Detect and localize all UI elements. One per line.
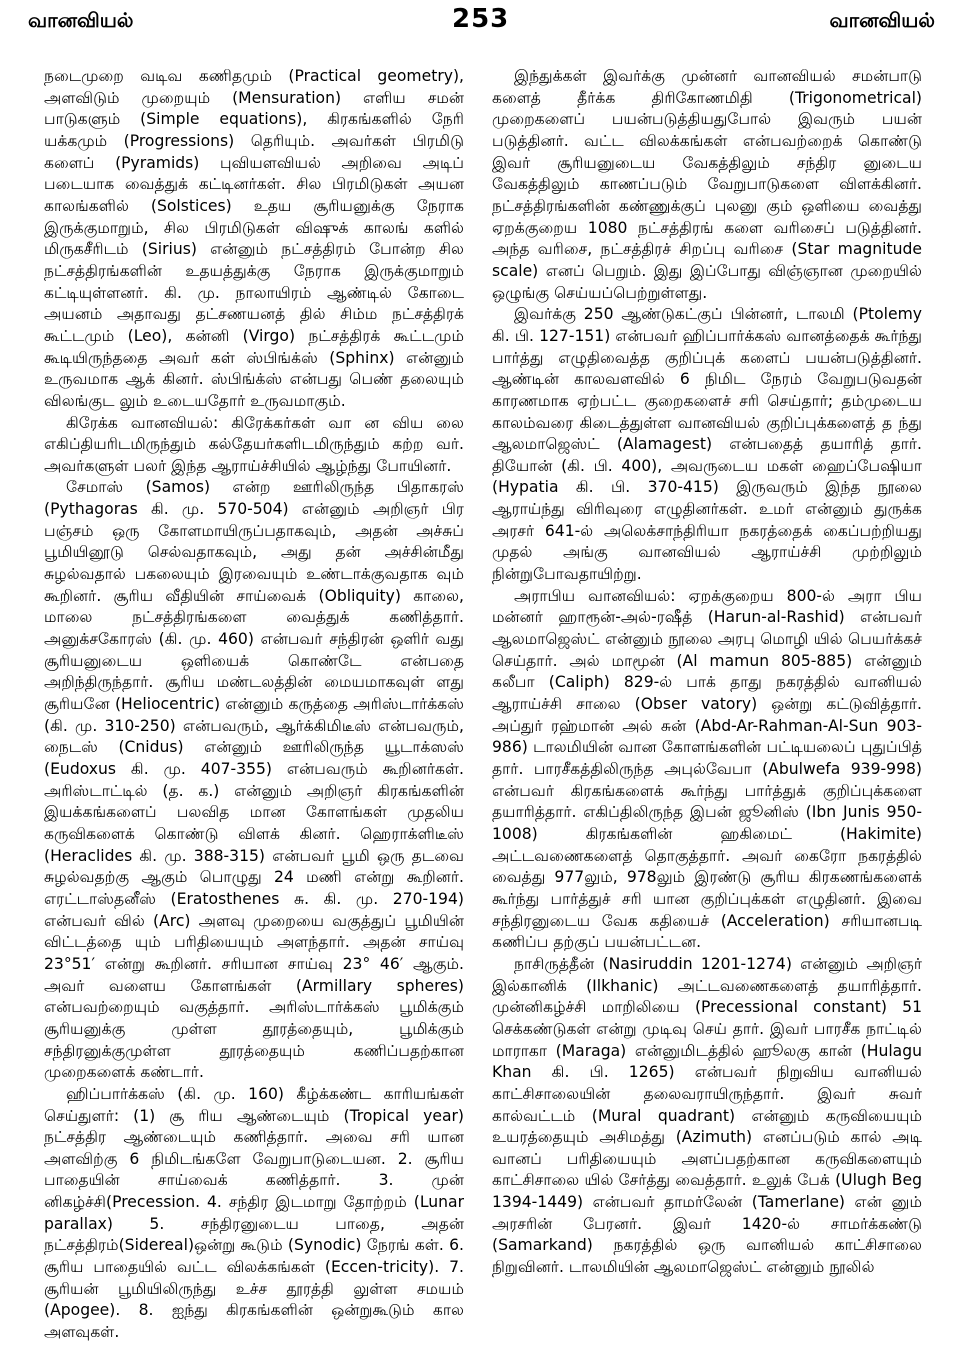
running-header-right: வானவியல் <box>829 8 935 32</box>
paragraph: சேமாஸ் (Samos) என்ற ஊரிலிருந்த பிதாகரஸ் (Pythagoras கி. மு. 570-504) என்னும் அறிஞர் பிர பஞ்சம் ஒரு கோளமாயிருப்பதாகவும், அதன் அச்சுப் பூமியினூடு செல்வதாகவும், அது தன் அச்சின்மீது சுழல்வதால் பகலையும் இரவையும் உண்டாக்குவதாக வும் கூறினர். சூரிய வீதியின் சாய்வைக் (Obliquity) காலை, மாலை நட்சத்திரங்களை வைத்துக் கணித்தார். அனுக்சகோரஸ் (கி. மு. 460) என்பவர் சந்திரன் ஒளிர் வது சூரியனுடைய ஒளியைக் கொண்டே என்பதை அறிந்திருந்தார். சூரிய மண்டலத்தின் மையமாகவுள் ளது சூரியனே (Heliocentric) என்னும் கருத்தை அரிஸ்டார்க்கஸ் (கி. மு. 310-250) என்பவரும், ஆர்க்கிமிடீஸ் என்பவரும், நைடஸ் (Cnidus) என்னும் ஊரிலிருந்த யூடாக்ஸஸ் (Eudoxus கி. மு. 407-355) என்பவரும் கூறினர்கள். அரிஸ்டாட்டில் (த. க.) என்னும் அறிஞர் கிரகங்களின் இயக்கங்களைப் பலவித மான கோளங்கள் முதலிய கருவிகளைக் கொண்டு விளக் கினர். ஹெராக்ளிடீஸ் (Heraclides கி. மு. 388-315) என்பவர் பூமி ஒரு தடவை சுழல்வதற்கு ஆகும் பொழுது 24 மணி என்று கூறினர். எரட்டாஸ்தனீஸ் (Eratosthenes சு. கி. மு. 270-194) என்பவர் வில் (Arc) அளவு முறையை வகுத்துப் பூமியின் விட்டத்தை யும் பரிதியையும் அளந்தார். அதன் சாய்வு 23°51′ என்று கூறினர். சரியான சாய்வு 23° 46′ ஆகும். அவர் வளைய கோளங்கள் (Armillary spheres) என்பவற்றையும் வகுத்தார். அரிஸ்டார்க்கஸ் பூமிக்கும் சூரியனுக்கு முள்ள தூரத்தையும், பூமிக்கும் சந்திரனுக்குமுள்ள தூரத்தையும் கணிப்பதற்கான முறைகளைக் கண்டார். <box>44 478 464 1082</box>
left-column <box>44 66 464 1354</box>
paragraph: இந்துக்கள் இவர்க்கு முன்னர் வானவியல் சமன்பாடு களைத் தீர்க்க திரிகோணமிதி (Trigonometrical) முறைகளைப் பயன்படுத்தியதுபோல் இவரும் பயன் படுத்தினர். வட்ட விலக்கங்கள் என்பவற்றைக் கொண்டு இவர் சூரியனுடைய வேகத்திலும் சந்திர னுடைய வேகத்திலும் காணப்படும் வேறுபாடுகளை விளக்கினர். நட்சத்திரங்களின் கண்ணுக்குப் புலனு கும் ஒளியை வைத்து ஏறக்குறைய 1080 நட்சத்திரங் களை வரிசைப் படுத்தினர். அந்த வரிசை, நட்சத்திரச் சிறப்பு வரிசை (Star magnitude scale) எனப் பெறும். இது இப்போது விஞ்ஞான முறையில் ஒழுங்கு செய்யப்பெற்றுள்ளது. <box>492 67 922 302</box>
paragraph: நாசிருத்தீன் (Nasiruddin 1201-1274) என்னும் அறிஞர் இல்கானிக் (Ilkhanic) அட்டவணைகளைத் தயாரித்தார். முன்னிகழ்ச்சி மாறிலியை (Precessional constant) 51 செக்கண்டுகள் என்று முடிவு செய் தார். இவர் பாரசீக நாட்டில் மாராகா (Maraga) என்னுமிடத்தில் ஹூலகு கான் (Hulagu Khan கி. பி. 1265) என்பவர் நிறுவிய வானியல் காட்சிசாலையின் தலைவராயிருந்தார். இவர் சுவர் கால்வட்டம் (Mural quadrant) என்னும் கருவியையும் உயரத்தையும் அசிமத்து (Azimuth) எனப்படும் கால் அடி வானப் பரிதியையும் அளப்பதற்கான கருவிகளையும் காட்சிசாலை யில் சேர்த்து வைத்தார். உலுக் பேக் (Ulugh Beg 1394-1449) என்பவர் தாமர்லேன் (Tamerlane) என் னும் அரசரின் பேரனர். இவர் 1420-ல் சாமர்க்கண்டு (Samarkand) நகரத்தில் ஒரு வானியல் காட்சிசாலை நிறுவினர். டாலமியின் ஆலமாஜெஸ்ட் என்னும் நூலில் <box>492 954 922 1277</box>
page-number: 253 <box>452 4 510 34</box>
running-header-left: வானவியல் <box>28 8 134 32</box>
paragraph: ஹிப்பார்க்கஸ் (கி. மு. 160) கீழ்க்கண்ட காரியங்கள் செய்துளர்: (1) சூ ரிய ஆண்டையும் (Tropical year) நட்சத்திர ஆண்டையும் கணித்தார். அவை சரி யான அளவிற்கு 6 நிமிடங்களே வேறுபாடுடையன. 2. சூரிய பாதையின் சாய்வைக் கணித்தார். 3. முன் னிகழ்ச்சி(Precession. 4. சந்திர இடமாறு தோற்றம் (Lunar parallax) 5. சந்திரனுடைய பாதை, அதன் நட்சத்திரம்(Sidereal)ஒன்று கூடும் (Synodic) நேரங் கள். 6. சூரிய பாதையில் வட்ட விலக்கங்கள் (Eccen-tricity). 7. சூரியன் பூமியிலிருந்து உச்ச தூரத்தி லுள்ள சமயம் (Apogee). 8. ஐந்து கிரகங்களின் ஒன்றுகூடும் கால அளவுகள். <box>44 1084 464 1342</box>
paragraph: நடைமுறை வடிவ கணிதமும் (Practical geometry), அளவிடும் முறையும் (Mensuration) எளிய சமன் பாடுகளும் (Simple equations), கிரகங்களில் நேரி யக்கமும் (Progressions) தெரியும். அவர்கள் பிரமிடு களைப் (Pyramids) புவியளவியல் அறிவை அடிப் படையாக வைத்துக் கட்டினர்கள். சில பிரமிடுகள் அயன காலங்களில் (Solstices) உதய சூரியனுக்கு நேராக இருக்குமாறும், சில பிரமிடுகள் விஷுக் காலங் களில் மிருகசீரிடம் (Sirius) என்னும் நட்சத்திரம் போன்ற சில நட்சத்திரங்களின் உதயத்துக்கு நேராக இருக்குமாறும் கட்டியுள்ளனர். கி. மு. நாலாயிரம் ஆண்டில் கோடை அயனம் அதாவது தட்சணயனத் தில் சிம்ம நட்சத்திரக் கூட்டமும் (Leo), கன்னி (Virgo) நட்சத்திரக் கூட்டமும் கூடியிருந்ததை அவர் கள் ஸ்பிங்க்ஸ் (Sphinx) என்னும் உருவமாக ஆக் கினர். ஸ்பிங்க்ஸ் என்பது பெண் தலையும் விலங்குட லும் உடையதோர் உருவமாகும். <box>44 67 464 410</box>
paragraph: இவர்க்கு 250 ஆண்டுகட்குப் பின்னர், டாலமி (Ptolemy கி. பி. 127-151) என்பவர் ஹிப்பார்க்கஸ் வானத்தைக் கூர்ந்து பார்த்து எழுதிவைத்த குறிப்புக் களைப் பயன்படுத்தினர். ஆண்டின் காலவளவில் 6 நிமிட நேரம் வேறுபடுவதன் காரணமாக ஏற்பட்ட குறைகளைச் சரி செய்தார்; தம்முடைய காலம்வரை கிடைத்துள்ள வானவியல் குறிப்புக்களைத் த ந்து ஆலமாஜெஸ்ட் (Alamagest) என்பதைத் தயாரித் தார். தியோன் (கி. பி. 400), அவருடைய மகள் ஹைப்பேஷியா (Hypatia கி. பி. 370-415) இருவரும் இந்த நூலை ஆராய்ந்து விரிவுரை எழுதினர்கள். உமர் என்னும் துருக்க அரசர் 641-ல் அலெக்சாந்திரியா நகரத்தைக் கைப்பற்றியது முதல் அங்கு வானவியல் ஆராய்ச்சி முற்றிலும் நின்றுபோவதாயிற்று. <box>492 305 922 584</box>
right-column <box>492 66 922 1354</box>
paragraph: கிரேக்க வானவியல்: கிரேக்கர்கள் வா ன விய லை எகிப்தியரிடமிருந்தும் கல்தேயர்களிடமிருந்தும் கற்ற வர். அவர்களுள் பலர் இந்த ஆராய்ச்சியில் ஆழ்ந்து போயினர். <box>44 413 464 475</box>
paragraph: அராபிய வானவியல்: ஏறக்குறைய 800-ல் அரா பிய மன்னர் ஹாரூன்-அல்-ரஷீத் (Harun-al-Rashid) என்பவர் ஆலமாஜெஸ்ட் என்னும் நூலை அரபு மொழி யில் பெயர்க்கச் செய்தார். அல் மாமூன் (Al mamun 805-885) என்னும் கலீபா (Caliph) 829-ல் பாக் தாது நகரத்தில் வானியல் ஆராய்ச்சி சாலை (Obser vatory) ஒன்று கட்டுவித்தார். அப்துர் ரஹ்மான் அல் சுன் (Abd-Ar-Rahman-Al-Sun 903-986) டாலமியின் வான கோளங்களின் பட்டியலைப் புதுப்பித் தார். பாரசீகத்திலிருந்த அபுல்வேபா (Abulwefa 939-998) என்பவர் கிரகங்களைக் கூர்ந்து பார்த்துக் குறிப்புக்களை தயாரித்தார். எகிப்திலிருந்த இபன் ஜூனிஸ் (Ibn Junis 950-1008) கிரகங்களின் ஹகிமைட் (Hakimite) அட்டவணைகளைத் தொகுத்தார். அவர் கைரோ நகரத்தில் வைத்து 977லும், 978லும் இரண்டு சூரிய கிரகணங்களைக் கூர்ந்து பார்த்துச் சரி யான குறிப்புக்கள் எழுதினர். இவை சந்திரனுடைய வேக கதியைச் (Acceleration) சரியானபடி கணிப்ப தற்குப் பயன்பட்டன. <box>492 586 922 952</box>
